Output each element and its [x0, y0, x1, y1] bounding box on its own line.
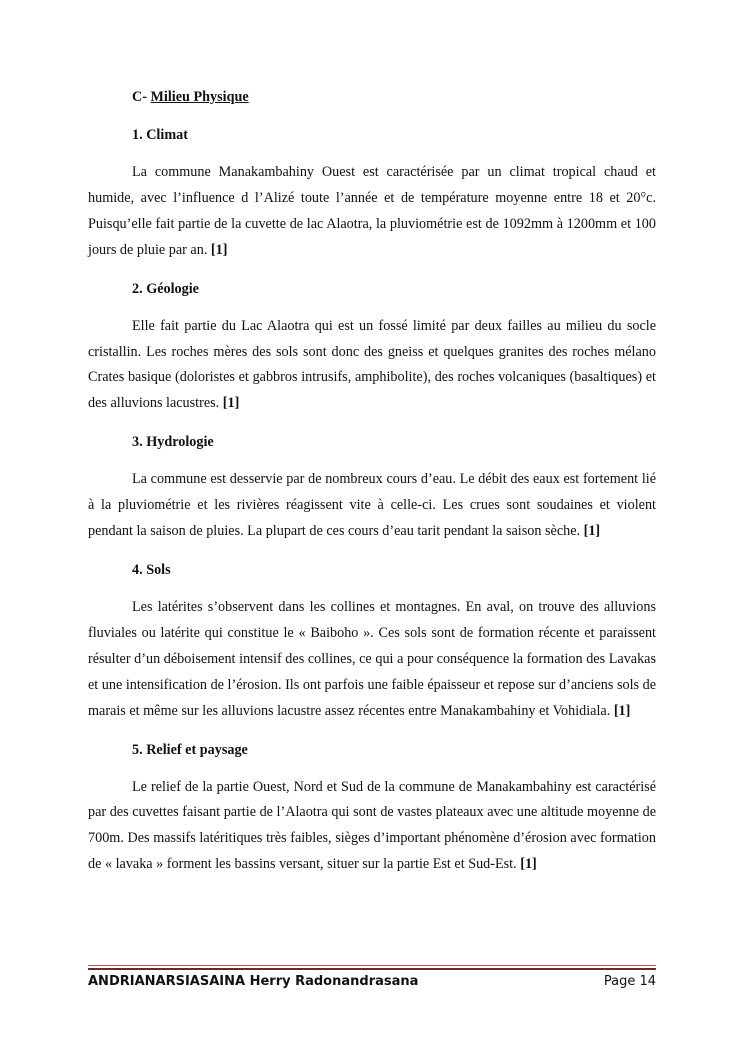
- paragraph-text: La commune Manakambahiny Ouest est caractérisée par un climat tropical chaud et humide, avec l’influence d l’Alizé toute l’année et de température moyenne entre 18 et 20°c. Puisqu’elle fait partie de la cuvette de lac Alaotra, la pluviométrie est de 1092mm à 1200mm et 100 jours de pluie par an.: [88, 164, 656, 258]
- paragraph-relief: [88, 775, 656, 879]
- footer-divider-thick: [88, 968, 656, 970]
- subsection-heading-hydrologie: 3. Hydrologie: [132, 434, 214, 451]
- paragraph-text: La commune est desservie par de nombreux cours d’eau. Le débit des eaux est fortement lié à la pluviométrie et les rivières réagissent vite à celle-ci. Les crues sont soudaines et violent pendant la saison de pluies. La plupart de ces cours d’eau tarit pendant la saison sèche.: [88, 471, 656, 540]
- citation-ref: [1]: [583, 523, 601, 540]
- subsection-heading-geologie: 2. Géologie: [132, 280, 199, 297]
- footer-author: ANDRIANARSIASAINA Herry Radonandrasana: [88, 974, 419, 989]
- paragraph-text: Elle fait partie du Lac Alaotra qui est un fossé limité par deux failles au milieu du socle cristallin. Les roches mères des sols sont donc des gneiss et quelques granites des roches mélano Crates basique (doloristes et gabbros intrusifs, amphibolite), des roches volcaniques (basaltiques) et des alluvions lacustres.: [88, 317, 656, 412]
- page-footer: [88, 974, 656, 989]
- paragraph-text: Le relief de la partie Ouest, Nord et Sud de la commune de Manakambahiny est caractérisé par des cuvettes faisant partie de l’Alaotra qui sont de vastes plateaux avec une altitude moyenne de 700m. Des massifs latéritiques très faibles, sièges d’important phénomène d’érosion avec formation de « lavaka » forment les bassins versant, situer sur la partie Est et Sud-Est.: [88, 778, 656, 873]
- citation-ref: [1]: [210, 241, 228, 258]
- section-prefix: C-: [132, 89, 147, 105]
- subsection-heading-relief: 5. Relief et paysage: [132, 741, 248, 758]
- citation-ref: [1]: [520, 856, 537, 873]
- paragraph-sols: [88, 595, 656, 725]
- paragraph-geologie: [88, 314, 656, 418]
- paragraph-hydrologie: [88, 467, 656, 545]
- citation-ref: [1]: [613, 702, 631, 719]
- citation-ref: [1]: [222, 395, 240, 412]
- paragraph-text: Les latérites s’observent dans les collines et montagnes. En aval, on trouve des alluvions fluviales ou latérite qui constitue le « Baiboho ». Ces sols sont de formation récente et paraissent résulter d’un déboisement intensif des collines, ce qui a pour conséquence la formation des Lavakas et une intensification de l’érosion. Ils ont parfois une faible épaisseur et repose sur d’anciens sols de marais et même sur les alluvions lacustre assez récentes entre Manakambahiny et Vohidiala.: [88, 598, 656, 719]
- document-body: [88, 84, 656, 890]
- paragraph-climat: [88, 160, 656, 264]
- footer-page-number: Page 14: [603, 974, 656, 989]
- subsection-heading-sols: 4. Sols: [132, 561, 171, 578]
- section-heading: [88, 84, 656, 110]
- section-title: Milieu Physique: [150, 89, 249, 105]
- footer-divider-thin: [88, 965, 656, 966]
- subsection-heading-climat: 1. Climat: [132, 127, 188, 143]
